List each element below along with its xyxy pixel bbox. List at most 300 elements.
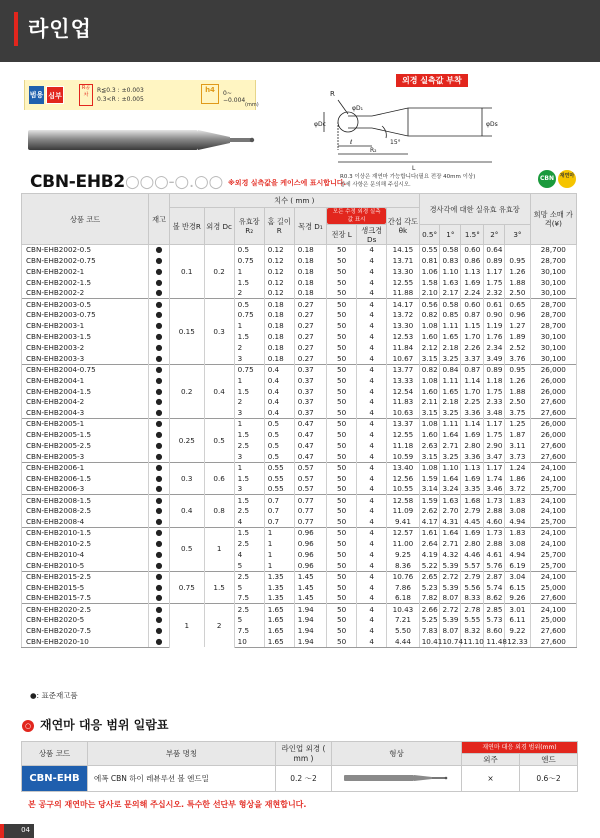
cell-ell: 0.4 (264, 375, 294, 386)
cell-theta: 10.55 (387, 484, 419, 495)
cell-ell: 0.55 (264, 462, 294, 473)
cell-ds: 4 (357, 299, 387, 310)
cell-stock-dot: ● (149, 266, 170, 277)
cell-angle-3: 0.64 (484, 245, 505, 256)
cell-l: 50 (327, 549, 357, 560)
col-angle-4: 3° (505, 225, 530, 245)
cell-angle-2: 1.69 (461, 528, 484, 539)
cell-l: 50 (327, 571, 357, 582)
cell-r2: 7.5 (234, 626, 264, 637)
cell-outer-dia: 2 (204, 604, 234, 648)
cell-theta: 14.15 (387, 245, 419, 256)
cell-angle-0: 2.62 (419, 506, 440, 517)
cell-l: 50 (327, 321, 357, 332)
cell-code: CBN-EHB2015-5 (22, 582, 149, 593)
cell-stock-dot: ● (149, 637, 170, 648)
cell-price: 26,000 (530, 386, 576, 397)
cell-d1: 0.18 (294, 288, 326, 299)
cell-d1: 0.47 (294, 430, 326, 441)
cell-r2: 1.5 (234, 386, 264, 397)
table-row (22, 506, 577, 517)
regrind-shape (332, 766, 462, 792)
cell-angle-4: 9.26 (505, 593, 530, 604)
cell-angle-4: 1.88 (505, 277, 530, 288)
cell-ds: 4 (357, 484, 387, 495)
cell-l: 50 (327, 353, 357, 364)
cell-price: 28,700 (530, 321, 576, 332)
cell-code: CBN-EHB2006-3 (22, 484, 149, 495)
cell-d1: 0.57 (294, 484, 326, 495)
cell-ell: 1.65 (264, 604, 294, 615)
cell-angle-3: 1.73 (484, 495, 505, 506)
cell-angle-3: 1.75 (484, 386, 505, 397)
cell-code: CBN-EHB2006-1.5 (22, 473, 149, 484)
cell-d1: 0.37 (294, 408, 326, 419)
col-dc: 외경 Dc (204, 208, 234, 245)
cell-angle-1: 1.64 (440, 473, 461, 484)
regrind-col-end: 엔드 (520, 754, 578, 766)
cell-stock-dot: ● (149, 549, 170, 560)
model-code: CBN-EHB2○○○-○.○○ (30, 172, 224, 192)
col-theta: 간섭 각도 θk (387, 208, 419, 245)
cell-angle-3: 1.73 (484, 528, 505, 539)
cell-angle-3: 2.32 (484, 288, 505, 299)
cell-angle-2: 5.56 (461, 582, 484, 593)
cell-code: CBN-EHB2003-0.5 (22, 299, 149, 310)
cell-stock-dot: ● (149, 626, 170, 637)
cell-stock-dot: ● (149, 277, 170, 288)
cell-ell: 1 (264, 528, 294, 539)
table-row (22, 637, 577, 648)
table-row (22, 299, 577, 310)
table-row (22, 495, 577, 506)
table-row (22, 451, 577, 462)
cell-angle-3: 11.48 (484, 637, 505, 648)
cell-r2: 1 (234, 375, 264, 386)
cell-l: 50 (327, 288, 357, 299)
cell-price: 24,100 (530, 473, 576, 484)
cell-angle-0: 1.08 (419, 419, 440, 430)
cell-ds: 4 (357, 451, 387, 462)
r-tolerance-values: R≦0.3 : ±0.003 0.3<R : ±0.005 (97, 87, 144, 103)
cell-angle-0: 1.61 (419, 528, 440, 539)
cell-angle-2: 2.26 (461, 343, 484, 354)
cell-theta: 9.41 (387, 517, 419, 528)
cell-l: 50 (327, 310, 357, 321)
table-row (22, 245, 577, 256)
cell-ds: 4 (357, 462, 387, 473)
col-code: 상품 코드 (22, 194, 149, 245)
cell-stock-dot: ● (149, 364, 170, 375)
cell-d1: 0.47 (294, 441, 326, 452)
cell-ds: 4 (357, 277, 387, 288)
cell-angle-0: 4.17 (419, 517, 440, 528)
cell-theta: 10.43 (387, 604, 419, 615)
cell-angle-0: 2.11 (419, 397, 440, 408)
col-stock: 재고 (149, 194, 170, 245)
cell-angle-3: 2.88 (484, 506, 505, 517)
cell-theta: 10.63 (387, 408, 419, 419)
cell-d1: 0.37 (294, 364, 326, 375)
cell-ell: 0.18 (264, 310, 294, 321)
table-row (22, 462, 577, 473)
cell-d1: 1.45 (294, 571, 326, 582)
cell-angle-0: 4.19 (419, 549, 440, 560)
product-rows (22, 245, 577, 648)
footer-note: 본 공구의 재연마는 당사로 문의해 주십시오. 특수한 선단부 형상을 재현합니다. (28, 800, 307, 809)
cell-ds: 4 (357, 255, 387, 266)
regrind-table (21, 741, 578, 792)
cell-angle-1: 3.25 (440, 451, 461, 462)
cell-r2: 5 (234, 560, 264, 571)
cell-code: CBN-EHB2010-5 (22, 560, 149, 571)
table-row (22, 604, 577, 615)
cell-d1: 0.27 (294, 332, 326, 343)
cell-angle-4: 6.19 (505, 560, 530, 571)
cell-theta: 9.25 (387, 549, 419, 560)
cell-angle-1: 3.25 (440, 353, 461, 364)
cell-angle-0: 3.15 (419, 408, 440, 419)
table-row (22, 310, 577, 321)
cell-l: 50 (327, 615, 357, 626)
cell-d1: 0.37 (294, 397, 326, 408)
cell-angle-0: 2.63 (419, 441, 440, 452)
cell-angle-2: 8.33 (461, 593, 484, 604)
cell-theta: 12.57 (387, 528, 419, 539)
cell-angle-0: 1.58 (419, 277, 440, 288)
cell-angle-4: 0.65 (505, 299, 530, 310)
cell-stock-dot: ● (149, 560, 170, 571)
table-row (22, 626, 577, 637)
cell-angle-1: 4.32 (440, 549, 461, 560)
cell-angle-2: 2.80 (461, 441, 484, 452)
cell-angle-3: 0.90 (484, 310, 505, 321)
cell-code: CBN-EHB2008-2.5 (22, 506, 149, 517)
cell-r2: 1 (234, 419, 264, 430)
cell-angle-2: 1.69 (461, 430, 484, 441)
regrind-row (22, 766, 578, 792)
cell-l: 50 (327, 386, 357, 397)
cell-angle-2: 1.13 (461, 266, 484, 277)
cell-angle-4: 3.08 (505, 506, 530, 517)
cell-angle-3: 2.88 (484, 539, 505, 550)
r-tolerance-label: R공차 (79, 84, 93, 106)
table-row (22, 408, 577, 419)
cell-d1: 0.77 (294, 495, 326, 506)
cell-r2: 5 (234, 615, 264, 626)
cell-angle-4: 6.15 (505, 582, 530, 593)
cell-angle-1: 1.65 (440, 332, 461, 343)
cell-ds: 4 (357, 386, 387, 397)
cell-outer-dia: 0.4 (204, 364, 234, 418)
cell-r2: 7.5 (234, 593, 264, 604)
cell-angle-4: 1.89 (505, 332, 530, 343)
spec-strip (24, 80, 259, 110)
cell-ell: 0.5 (264, 419, 294, 430)
cell-ell: 1 (264, 539, 294, 550)
table-row (22, 517, 577, 528)
cell-ell: 1.65 (264, 637, 294, 648)
cell-angle-4: 3.08 (505, 539, 530, 550)
cell-stock-dot: ● (149, 288, 170, 299)
cell-angle-1: 2.18 (440, 343, 461, 354)
cell-ell: 0.18 (264, 343, 294, 354)
cell-stock-dot: ● (149, 375, 170, 386)
cell-ds: 4 (357, 266, 387, 277)
cell-outer-dia: 1 (204, 528, 234, 572)
cell-angle-3: 1.17 (484, 462, 505, 473)
cell-stock-dot: ● (149, 462, 170, 473)
cell-r2: 0.5 (234, 299, 264, 310)
cell-l: 50 (327, 397, 357, 408)
cell-code: CBN-EHB2020-2.5 (22, 604, 149, 615)
cell-price: 27,600 (530, 593, 576, 604)
deep-badge: 심부 (46, 86, 64, 104)
cell-angle-2: 2.25 (461, 397, 484, 408)
cell-price: 27,600 (530, 441, 576, 452)
cell-d1: 0.77 (294, 506, 326, 517)
cell-angle-4: 9.22 (505, 626, 530, 637)
cell-angle-2: 1.15 (461, 321, 484, 332)
cell-stock-dot: ● (149, 343, 170, 354)
cell-l: 50 (327, 245, 357, 256)
cell-code: CBN-EHB2015-7.5 (22, 593, 149, 604)
cell-angle-0: 0.81 (419, 255, 440, 266)
table-row (22, 528, 577, 539)
regrind-col-range: 재연마 대응 외경 범위(mm) (462, 742, 578, 754)
cell-angle-0: 0.82 (419, 310, 440, 321)
cell-ds: 4 (357, 539, 387, 550)
cell-code: CBN-EHB2003-1.5 (22, 332, 149, 343)
cell-angle-1: 1.65 (440, 386, 461, 397)
diagram-label-dc: φDc (314, 121, 326, 128)
cell-code: CBN-EHB2008-4 (22, 517, 149, 528)
cell-r2: 1.5 (234, 277, 264, 288)
cell-theta: 12.58 (387, 495, 419, 506)
cell-theta: 10.76 (387, 571, 419, 582)
cell-ball-radius: 0.75 (169, 571, 204, 604)
cell-l: 50 (327, 637, 357, 648)
table-row (22, 582, 577, 593)
table-row (22, 266, 577, 277)
cell-theta: 6.18 (387, 593, 419, 604)
cell-stock-dot: ● (149, 386, 170, 397)
cell-price: 25,000 (530, 582, 576, 593)
cell-code: CBN-EHB2004-1 (22, 375, 149, 386)
cell-ball-radius: 0.3 (169, 462, 204, 495)
cell-d1: 0.27 (294, 299, 326, 310)
cell-angle-2: 2.79 (461, 571, 484, 582)
cell-angle-1: 3.24 (440, 484, 461, 495)
cell-angle-2: 11.10 (461, 637, 484, 648)
col-ell: 홈 길이 R (264, 208, 294, 245)
cell-angle-4: 1.26 (505, 375, 530, 386)
cell-ell: 1.35 (264, 571, 294, 582)
cell-angle-4: 4.94 (505, 517, 530, 528)
cell-angle-4: 1.27 (505, 321, 530, 332)
cell-theta: 12.54 (387, 386, 419, 397)
cell-angle-1: 1.10 (440, 266, 461, 277)
diagram-label-l: L (412, 165, 416, 172)
cell-angle-4: 2.52 (505, 343, 530, 354)
cell-angle-4: 1.24 (505, 462, 530, 473)
cell-ell: 0.5 (264, 430, 294, 441)
cell-angle-3: 1.18 (484, 375, 505, 386)
cell-code: CBN-EHB2005-3 (22, 451, 149, 462)
cell-angle-3: 1.76 (484, 332, 505, 343)
cell-theta: 13.40 (387, 462, 419, 473)
cell-theta: 11.84 (387, 343, 419, 354)
cell-r2: 0.5 (234, 245, 264, 256)
cell-ell: 0.18 (264, 332, 294, 343)
col-dims: 치수 ( mm ) (169, 194, 419, 208)
cell-outer-dia: 0.6 (204, 462, 234, 495)
table-row (22, 364, 577, 375)
cell-angle-2: 1.13 (461, 462, 484, 473)
cell-l: 50 (327, 441, 357, 452)
col-angle-2: 1.5° (461, 225, 484, 245)
cell-ell: 0.12 (264, 277, 294, 288)
cell-r2: 1 (234, 462, 264, 473)
cell-angle-4: 3.04 (505, 571, 530, 582)
cell-ball-radius: 0.15 (169, 299, 204, 364)
cell-stock-dot: ● (149, 441, 170, 452)
cell-angle-1: 2.72 (440, 604, 461, 615)
cell-l: 50 (327, 517, 357, 528)
cell-angle-1: 5.39 (440, 582, 461, 593)
cell-ds: 4 (357, 506, 387, 517)
cell-angle-0: 2.64 (419, 539, 440, 550)
cell-price: 26,000 (530, 430, 576, 441)
diagram-label-r2: R₂ (370, 147, 377, 154)
cell-ell: 0.4 (264, 397, 294, 408)
cell-stock-dot: ● (149, 615, 170, 626)
cell-l: 50 (327, 495, 357, 506)
cell-price: 25,700 (530, 484, 576, 495)
cell-l: 50 (327, 462, 357, 473)
cell-theta: 7.21 (387, 615, 419, 626)
cell-price: 25,700 (530, 517, 576, 528)
cell-angle-1: 2.72 (440, 571, 461, 582)
cell-code: CBN-EHB2010-4 (22, 549, 149, 560)
cell-code: CBN-EHB2004-1.5 (22, 386, 149, 397)
cell-angle-4: 0.96 (505, 310, 530, 321)
cell-angle-1: 1.64 (440, 528, 461, 539)
col-price: 희망 소매 가격(¥) (530, 194, 576, 245)
regrind-dia: 0.2 ～2 (276, 766, 332, 792)
cell-code: CBN-EHB2006-1 (22, 462, 149, 473)
cell-angle-0: 5.22 (419, 560, 440, 571)
cell-ell: 1.65 (264, 615, 294, 626)
cell-angle-0: 7.82 (419, 593, 440, 604)
cell-ell: 1 (264, 560, 294, 571)
cell-theta: 12.53 (387, 332, 419, 343)
cell-price: 25,000 (530, 615, 576, 626)
regrind-side-note: R0.3 이상은 재연마 가능합니다(필요 전장 40mm 이상) 상세 사항은 문의해 주십시오. (340, 174, 476, 188)
cell-code: CBN-EHB2002-0.5 (22, 245, 149, 256)
cell-l: 50 (327, 364, 357, 375)
cell-angle-1: 1.11 (440, 321, 461, 332)
cell-r2: 3 (234, 408, 264, 419)
cell-code: CBN-EHB2010-2.5 (22, 539, 149, 550)
cell-angle-3: 2.34 (484, 343, 505, 354)
table-row (22, 255, 577, 266)
cell-l: 50 (327, 332, 357, 343)
cell-angle-2: 3.36 (461, 451, 484, 462)
cell-code: CBN-EHB2005-2.5 (22, 441, 149, 452)
cell-d1: 0.47 (294, 419, 326, 430)
cell-price: 28,700 (530, 245, 576, 256)
cell-r2: 5 (234, 582, 264, 593)
cell-angle-2: 8.32 (461, 626, 484, 637)
cell-ell: 0.4 (264, 386, 294, 397)
cell-ell: 0.12 (264, 288, 294, 299)
cell-r2: 1.5 (234, 528, 264, 539)
cell-angle-2: 1.68 (461, 495, 484, 506)
cell-ell: 1 (264, 549, 294, 560)
table-row (22, 571, 577, 582)
cell-angle-0: 3.15 (419, 451, 440, 462)
cell-r2: 0.75 (234, 364, 264, 375)
cell-angle-4: 1.83 (505, 495, 530, 506)
cell-angle-2: 0.87 (461, 310, 484, 321)
cell-angle-0: 5.25 (419, 615, 440, 626)
cell-code: CBN-EHB2020-10 (22, 637, 149, 648)
cell-angle-3: 8.62 (484, 593, 505, 604)
cell-ell: 0.55 (264, 484, 294, 495)
cell-theta: 13.37 (387, 419, 419, 430)
cell-l: 50 (327, 473, 357, 484)
cell-price: 24,100 (530, 604, 576, 615)
table-row (22, 375, 577, 386)
col-ds: 섕크경 Ds (357, 225, 387, 245)
cell-d1: 1.94 (294, 637, 326, 648)
table-row (22, 419, 577, 430)
cell-d1: 1.94 (294, 615, 326, 626)
cell-price: 24,100 (530, 495, 576, 506)
cell-angle-3: 5.73 (484, 615, 505, 626)
cell-price: 27,600 (530, 408, 576, 419)
cell-theta: 12.55 (387, 277, 419, 288)
cell-angle-0: 0.82 (419, 364, 440, 375)
cell-angle-1: 5.39 (440, 560, 461, 571)
cell-ball-radius: 0.5 (169, 528, 204, 572)
cell-theta: 13.77 (387, 364, 419, 375)
cell-angle-4: 3.72 (505, 484, 530, 495)
cell-ball-radius: 0.2 (169, 364, 204, 418)
cell-angle-2: 3.37 (461, 353, 484, 364)
cell-code: CBN-EHB2002-1.5 (22, 277, 149, 288)
cell-ell: 0.5 (264, 451, 294, 462)
cell-price: 27,600 (530, 637, 576, 648)
table-row (22, 593, 577, 604)
cell-r2: 2 (234, 397, 264, 408)
cell-d1: 0.27 (294, 343, 326, 354)
cell-angle-3: 4.60 (484, 517, 505, 528)
cell-price: 28,700 (530, 255, 576, 266)
cell-angle-2: 0.60 (461, 299, 484, 310)
cell-angle-3: 2.85 (484, 604, 505, 615)
cell-angle-4 (505, 245, 530, 256)
cell-price: 24,100 (530, 528, 576, 539)
cell-angle-4: 12.33 (505, 637, 530, 648)
page-number-tab (0, 824, 34, 838)
cell-ds: 4 (357, 321, 387, 332)
cell-angle-0: 2.10 (419, 288, 440, 299)
cell-angle-3: 3.49 (484, 353, 505, 364)
cell-theta: 5.50 (387, 626, 419, 637)
table-row (22, 539, 577, 550)
